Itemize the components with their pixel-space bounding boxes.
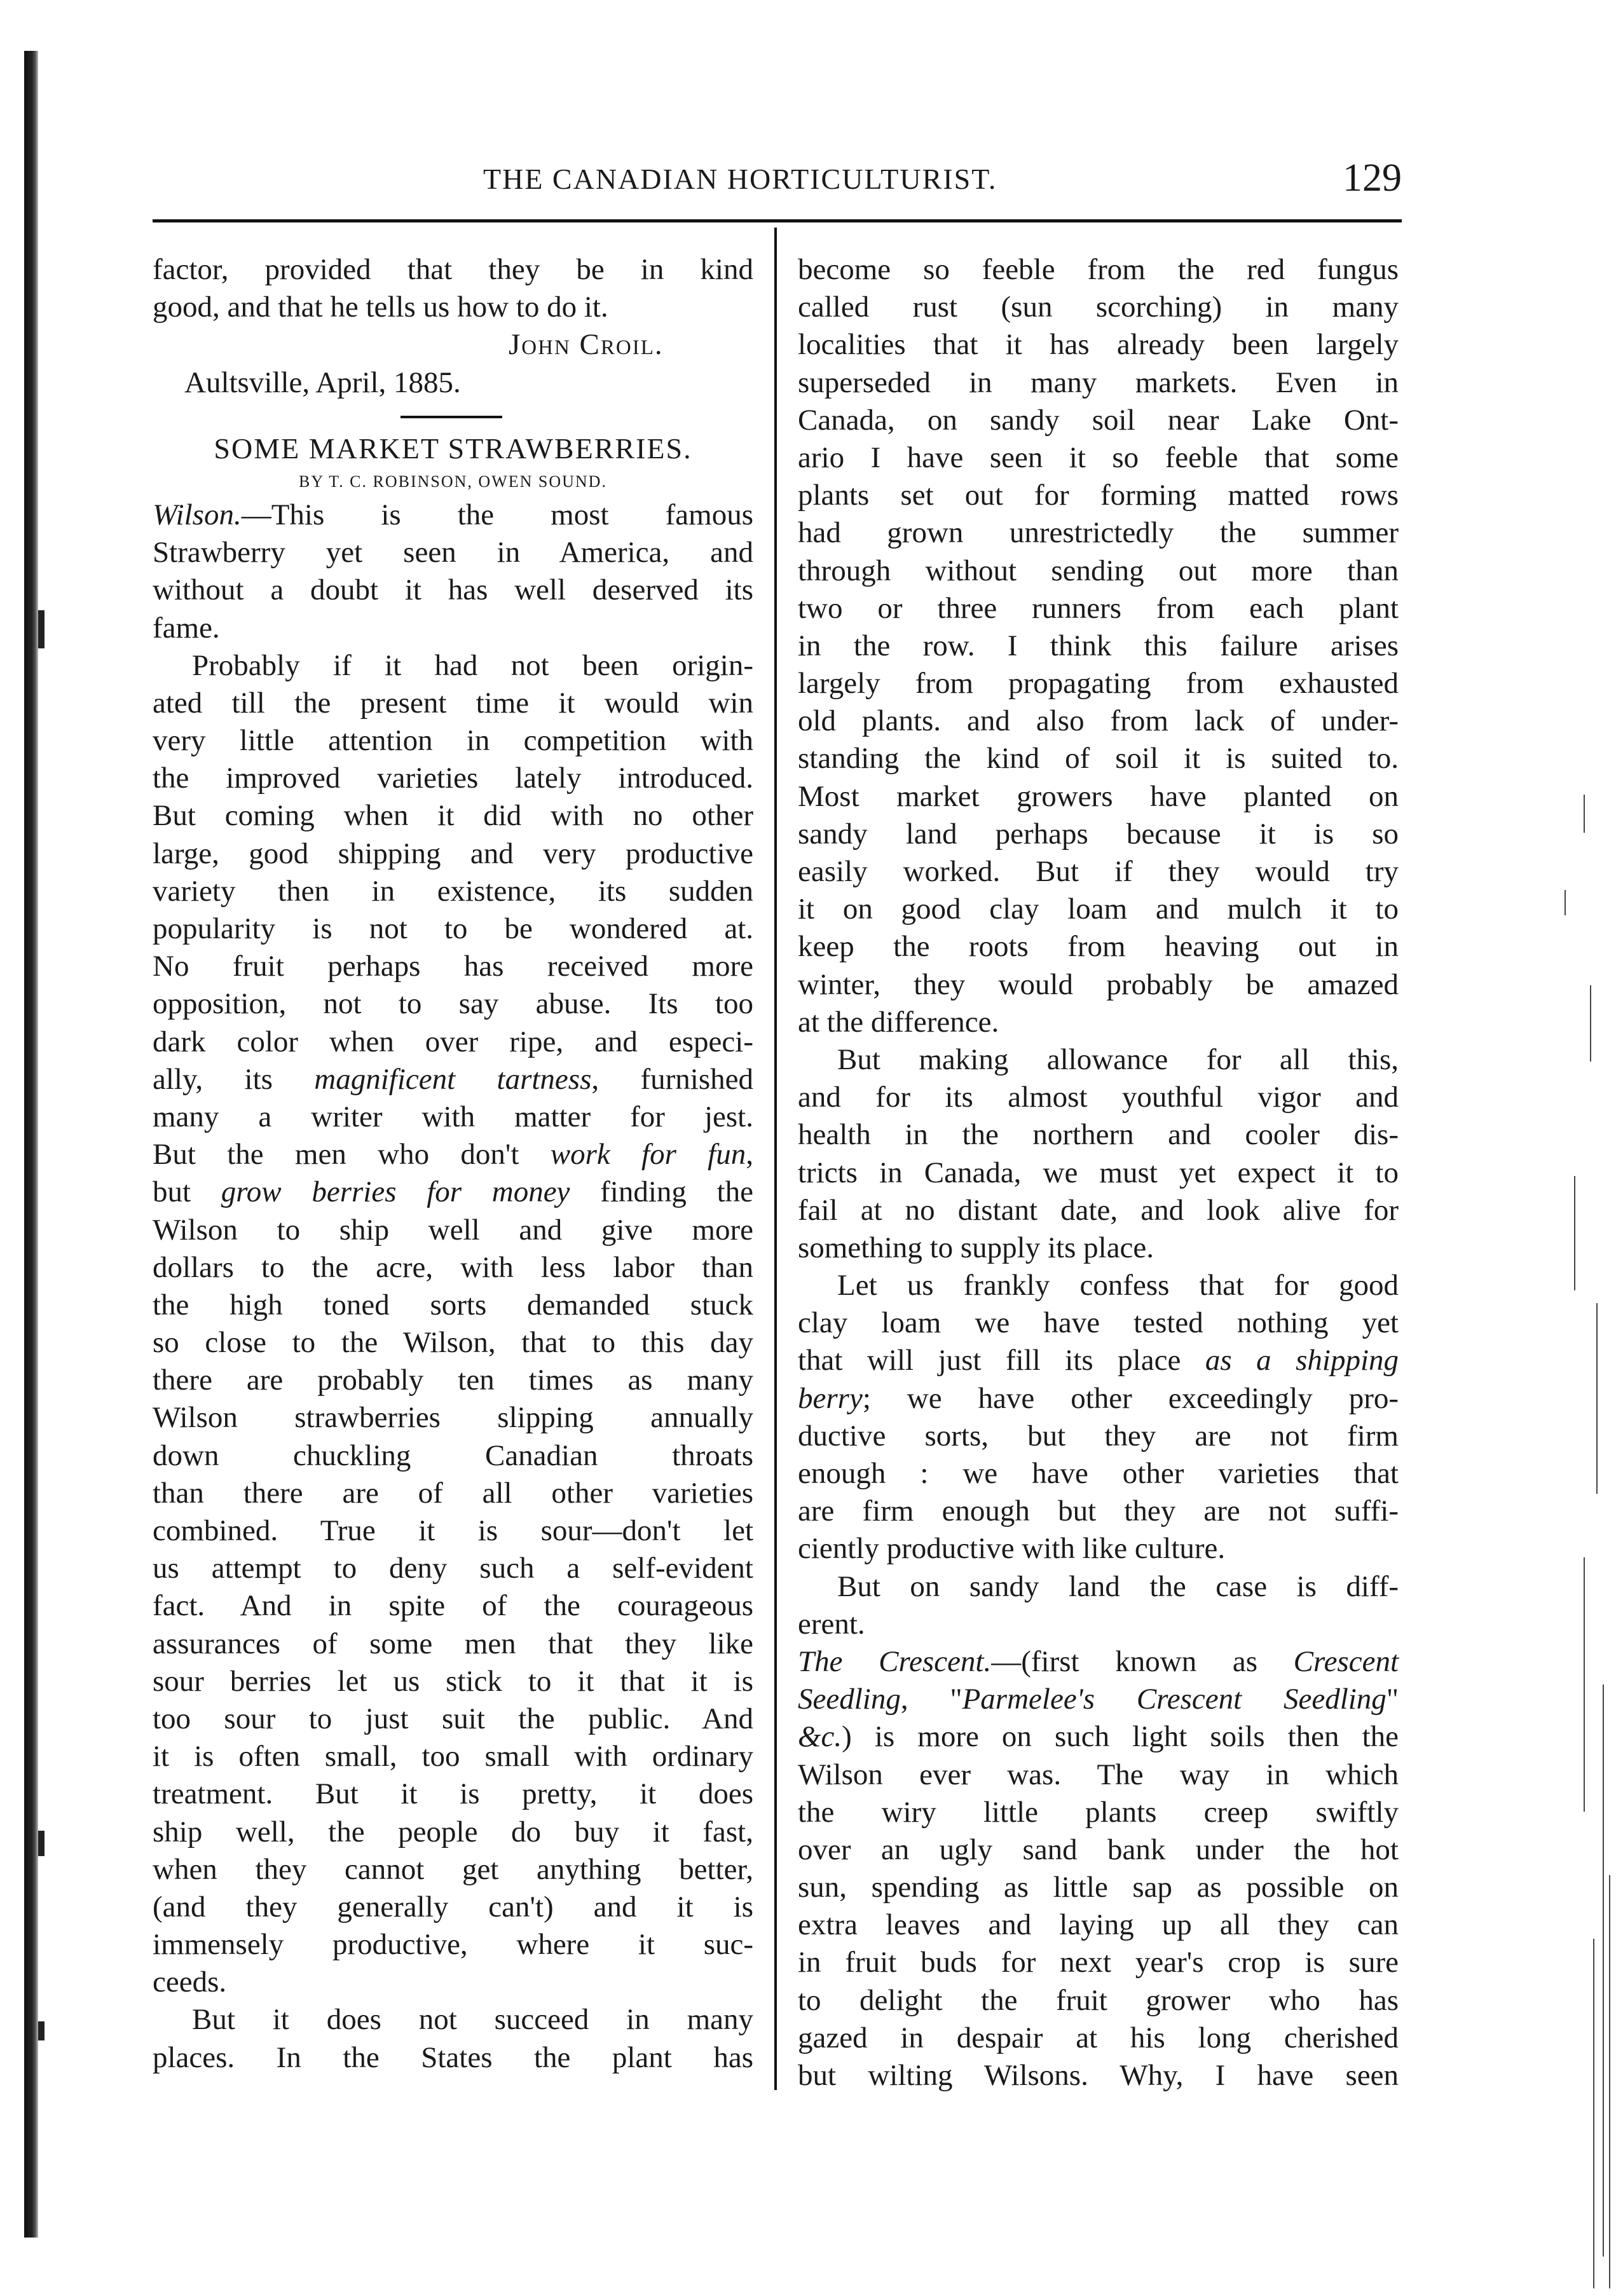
text-line: Canada, on sandy soil near Lake Ont- [798, 403, 1399, 437]
text-line [153, 496, 753, 534]
text-line: good, and that he tells us how to do it. [153, 290, 608, 324]
author-signature: John Croil. [509, 328, 664, 362]
text-line: something to supply its place. [798, 1231, 1154, 1264]
italic-run: Parmelee's Crescent Seedling [962, 1683, 1387, 1716]
text-line: had grown unrestrictedly the summer [798, 516, 1399, 550]
text-line: gazed in despair at his long cherished [798, 2021, 1399, 2054]
italic-run: work for fun [550, 1138, 746, 1172]
column-divider [774, 228, 777, 2090]
text-line: immensely productive, where it suc- [153, 1928, 753, 1962]
text-line: too sour to just suit the public. And [153, 1702, 753, 1735]
dateline: Aultsville, April, 1885. [184, 366, 461, 399]
text-line: ated till the present time it would win [153, 686, 753, 720]
text-line: Most market growers have planted on [798, 779, 1399, 813]
scan-speck [38, 2021, 45, 2040]
scan-speck [38, 1831, 45, 1856]
text-line: dark color when over ripe, and especi- [153, 1025, 753, 1058]
text-run: But the men who don't [153, 1138, 551, 1172]
text-line [798, 1643, 1399, 1681]
text-run: —This is the most famous [241, 498, 753, 531]
text-line: there are probably ten times as many [153, 1363, 753, 1397]
text-line: Strawberry yet seen in America, and [153, 536, 753, 570]
text-line [153, 1136, 753, 1173]
text-line: ciently productive with like culture. [798, 1532, 1226, 1566]
page-number: 129 [1343, 156, 1402, 200]
text-run: " [1386, 1683, 1399, 1716]
running-title: THE CANADIAN HORTICULTURIST. [483, 163, 997, 195]
text-line: dollars to the acre, with less labor than [153, 1250, 753, 1284]
italic-run: grow berries for money [221, 1175, 570, 1209]
text-line: winter, they would probably be amazed [798, 967, 1399, 1001]
text-line: the improved varieties lately introduced. [153, 762, 753, 795]
text-run: , " [900, 1683, 962, 1716]
text-run: ally, its [153, 1062, 315, 1096]
article-byline: BY T. C. ROBINSON, OWEN SOUND. [299, 472, 607, 491]
text-line: very little attention in competition with [153, 724, 753, 758]
text-line: enough : we have other varieties that [798, 1457, 1399, 1490]
left-column [153, 251, 753, 2077]
binding-edge-shadow [24, 51, 38, 2238]
text-line: the wiry little plants creep swiftly [798, 1795, 1399, 1829]
text-line: Let us frankly confess that for good [837, 1269, 1399, 1302]
text-line: But coming when it did with no other [153, 799, 753, 833]
text-line: fame. [153, 611, 220, 645]
text-line: old plants. and also from lack of under- [798, 704, 1399, 738]
scan-speck [38, 610, 45, 648]
text-line: (and they generally can't) and it is [153, 1890, 753, 1924]
text-line: assurances of some men that they like [153, 1627, 753, 1660]
text-line: But it does not succeed in many [192, 2003, 753, 2037]
text-line: and for its almost youthful vigor and [798, 1081, 1399, 1114]
text-line: many a writer with matter for jest. [153, 1100, 753, 1133]
header-rule [153, 219, 1402, 222]
text-line: the high toned sorts demanded stuck [153, 1288, 753, 1322]
text-line: so close to the Wilson, that to this day [153, 1326, 753, 1360]
text-line: superseded in many markets. Even in [798, 366, 1399, 399]
text-line: ductive sorts, but they are not firm [798, 1419, 1399, 1452]
text-run: but [153, 1175, 221, 1209]
article-title: SOME MARKET STRAWBERRIES. [214, 432, 692, 465]
text-run: that will just fill its place [798, 1344, 1205, 1377]
text-line: combined. True it is sour—don't let [153, 1514, 753, 1547]
text-line: but wilting Wilsons. Why, I have seen [798, 2059, 1399, 2092]
text-line: fail at no distant date, and look alive for [798, 1193, 1399, 1227]
text-line: localities that it has already been largely [798, 328, 1399, 362]
text-line: Wilson strawberries slipping annually [153, 1401, 753, 1435]
text-line: sandy land perhaps because it is so [798, 817, 1399, 851]
text-line: tricts in Canada, we must yet expect it to [798, 1156, 1399, 1189]
text-line: it is often small, too small with ordinary [153, 1740, 753, 1773]
italic-run: Crescent [1293, 1644, 1399, 1678]
text-line: standing the kind of soil it is suited to. [798, 742, 1399, 776]
text-line: it on good clay loam and mulch it to [798, 892, 1399, 926]
text-run: , [746, 1138, 753, 1172]
text-line: us attempt to deny such a self-evident [153, 1552, 753, 1585]
text-line: ario I have seen it so feeble that some [798, 441, 1399, 474]
scan-edge-noise [1540, 731, 1616, 2296]
text-line: two or three runners from each plant [798, 591, 1399, 625]
text-line [153, 1061, 753, 1098]
text-line: called rust (sun scorching) in many [798, 290, 1399, 324]
text-line: in fruit buds for next year's crop is sure [798, 1946, 1399, 1979]
text-line: variety then in existence, its sudden [153, 874, 753, 908]
text-run: —(first known as [991, 1644, 1294, 1678]
section-rule [401, 416, 502, 418]
text-line: health in the northern and cooler dis- [798, 1118, 1399, 1152]
text-line: But making allowance for all this, [837, 1042, 1399, 1076]
text-line: ceeds. [153, 1965, 227, 1999]
text-line: in the row. I think this failure arises [798, 629, 1399, 662]
page-header [153, 156, 1402, 210]
text-line: treatment. But it is pretty, it does [153, 1777, 753, 1811]
text-run: , furnished [591, 1062, 753, 1096]
italic-run: Seedling [798, 1683, 901, 1716]
italic-run: The Crescent. [798, 1644, 992, 1678]
text-line: keep the roots from heaving out in [798, 930, 1399, 964]
text-line: than there are of all other varieties [153, 1476, 753, 1510]
italic-run: &c. [798, 1720, 842, 1754]
text-run: ; we have other exceedingly pro- [862, 1381, 1399, 1415]
text-run: finding the [570, 1175, 754, 1209]
text-line: Wilson ever was. The way in which [798, 1758, 1399, 1791]
text-line [798, 1681, 1399, 1718]
text-line: places. In the States the plant has [153, 2040, 753, 2074]
italic-run: magnificent tartness [314, 1062, 592, 1096]
text-line: plants set out for forming matted rows [798, 479, 1399, 512]
text-line: opposition, not to say abuse. Its too [153, 987, 753, 1021]
text-line: down chuckling Canadian throats [153, 1438, 753, 1472]
text-line: without a doubt it has well deserved its [153, 573, 753, 607]
italic-run: berry [798, 1381, 863, 1415]
italic-run: as a shipping [1205, 1344, 1399, 1377]
text-line: at the difference. [798, 1005, 999, 1039]
text-line: clay loam we have tested nothing yet [798, 1306, 1399, 1340]
text-line: popularity is not to be wondered at. [153, 912, 753, 945]
text-line [153, 1173, 753, 1211]
text-line: factor, provided that they be in kind [153, 253, 753, 286]
text-line: sour berries let us stick to it that it is [153, 1664, 753, 1698]
text-line: ship well, the people do buy it fast, [153, 1815, 753, 1848]
text-line [798, 1342, 1399, 1379]
text-line: over an ugly sand bank under the hot [798, 1833, 1399, 1866]
text-run: ) is more on such light soils then the [842, 1720, 1399, 1754]
text-line: largely from propagating from exhausted [798, 667, 1399, 700]
text-line: become so feeble from the red fungus [798, 253, 1399, 286]
text-line: erent. [798, 1607, 865, 1641]
text-line: to delight the fruit grower who has [798, 1983, 1399, 2017]
text-line [798, 1380, 1399, 1418]
right-column [798, 251, 1399, 2094]
text-line: sun, spending as little sap as possible on [798, 1871, 1399, 1904]
text-line: Probably if it had not been origin- [192, 648, 753, 682]
text-line: large, good shipping and very productive [153, 837, 753, 870]
text-line: Wilson to ship well and give more [153, 1213, 753, 1247]
text-line: are firm enough but they are not suffi- [798, 1494, 1399, 1528]
text-line: when they cannot get anything better, [153, 1852, 753, 1886]
text-line: But on sandy land the case is diff- [837, 1569, 1399, 1603]
italic-run: Wilson. [153, 498, 242, 531]
text-line: No fruit perhaps has received more [153, 950, 753, 983]
text-line: extra leaves and laying up all they can [798, 1908, 1399, 1942]
text-line: through without sending out more than [798, 554, 1399, 587]
text-line: easily worked. But if they would try [798, 855, 1399, 888]
text-line: fact. And in spite of the courageous [153, 1589, 753, 1623]
text-line [798, 1718, 1399, 1756]
